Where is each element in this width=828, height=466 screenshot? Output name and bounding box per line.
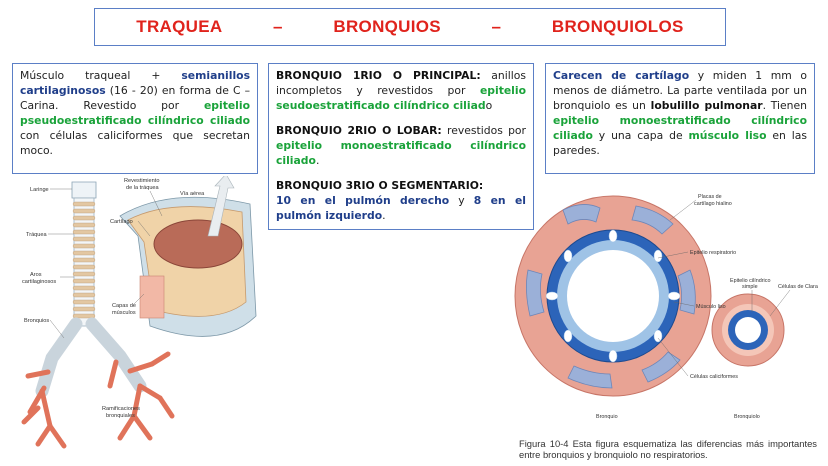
title-bronquiolos: BRONQUIOLOS [551, 17, 684, 36]
title-dash-2: – [491, 17, 502, 36]
bronchi-lobar-label: BRONQUIO 2RIO O LOBAR: [276, 124, 442, 137]
bronchi-segmental-label: BRONQUIO 3RIO O SEGMENTARIO: [276, 179, 484, 192]
figure-caption: Figura 10-4 Esta figura esquematiza las diferencias más importantes entre bronquios y bronquiolo no respiratorios. [519, 438, 817, 460]
bronchi-lobar-text: revestidos por [441, 124, 526, 137]
bronchiole-text-2: y miden 1 mm o menos de diámetro. La parte ventilada por un bronquiolo es un [553, 69, 808, 112]
trachea-text-5: con células caliciformes que secretan moco. [20, 129, 250, 157]
label-clara: Células de Clara [778, 284, 818, 290]
bronchi-primary-epithelium: epitelio seudoestratificado cilíndrico ciliad [276, 84, 526, 112]
label-bronquios: Bronquios [24, 318, 50, 324]
bronchi-segmental-paragraph [276, 178, 526, 223]
label-capas: Capas de [112, 303, 136, 309]
label-capas-2: músculos [112, 310, 136, 316]
label-via-aerea: Vía aérea [180, 191, 205, 197]
bronchi-lobar-epithelium: epitelio monoestratificado cilíndrico ciliado [276, 139, 526, 167]
bronchiole-text-8: en las paredes. [553, 129, 808, 157]
bronchiole-text-3: lobulillo pulmonar [650, 99, 763, 112]
label-placas: Placas de [698, 194, 722, 200]
title-bronquios: BRONQUIOS [333, 17, 441, 36]
label-musculo: Músculo liso [696, 304, 726, 310]
label-epitelio-cil-2: simple [742, 284, 758, 290]
label-aros-2: cartilaginosos [22, 279, 57, 285]
larynx-shape [72, 182, 96, 198]
bronchi-segmental-end: . [382, 209, 386, 222]
bronchi-primary-text: anillos incompletos y revestidos por [276, 69, 526, 97]
label-bronquiolo: Bronquiolo [734, 414, 760, 420]
title-bar [94, 8, 726, 46]
bronchiole-lumen [735, 317, 761, 343]
bronchiole-text-1: Carecen de cartílago [553, 69, 690, 82]
label-laringe: Laringe [30, 187, 49, 193]
title-dash-1: – [273, 17, 283, 36]
label-epitelio-cil: Epitelio cilíndrico [730, 278, 771, 284]
label-aros: Aros [30, 272, 42, 278]
trachea-text-4: epitelio pseudoestratificado cilíndrico ciliado [20, 99, 250, 127]
bronchi-segmental-left: 8 en el pulmón izquierdo [276, 194, 526, 222]
label-caliciformes: Células caliciformes [690, 374, 738, 380]
trachea-text-1: Músculo traqueal + [20, 69, 182, 82]
bronchiole-text-6: y una capa de [592, 129, 689, 142]
label-traquea: Tráquea [26, 232, 47, 238]
bronchus-lumen [567, 250, 659, 342]
bronchiole-text-7: músculo liso [688, 129, 767, 142]
trachea-lumen [154, 220, 242, 268]
bronchi-primary-paragraph [276, 68, 526, 113]
label-ramificaciones: Ramificaciones [102, 406, 140, 412]
trachea-text-box [12, 63, 258, 174]
right-main-bronchus [92, 324, 140, 386]
label-epitelio-resp: Epitelio respiratorio [690, 250, 737, 256]
label-revestimiento-2: de la tráquea [126, 185, 159, 191]
bronchiole-text-4: . Tienen [762, 99, 807, 112]
cartilage-rings [73, 202, 95, 318]
label-bronquio: Bronquio [596, 414, 618, 420]
title-traquea: TRAQUEA [136, 17, 223, 36]
label-placas-2: cartílago hialino [694, 201, 732, 207]
bronchi-segmental-right: 10 en el pulmón derecho [276, 194, 450, 207]
bronchi-segmental-and: y [449, 194, 474, 207]
trachea-illustration [20, 176, 275, 464]
muscle-layer [140, 276, 164, 318]
trachea-text-2: semianillos cartilaginosos [20, 69, 250, 97]
bronchi-lobar-end: . [315, 154, 320, 167]
left-main-bronchus [42, 324, 76, 391]
bronchiole-text-box [545, 63, 815, 174]
label-cartilago: Cartílago [110, 219, 133, 225]
label-ramificaciones-2: bronquiales [106, 413, 135, 419]
label-revestimiento: Revestimiento [124, 178, 160, 184]
bronchi-primary-end: o [485, 99, 493, 112]
bronchi-lobar-paragraph [276, 123, 526, 168]
bronchiole-text-5: epitelio monoestratificado cilíndrico ciliado [553, 114, 807, 142]
bronchus-bronchiole-illustration [508, 178, 820, 434]
bronchi-text-box [268, 63, 534, 230]
trachea-text-3: (16 - 20) en forma de C – Carina. Revestido por [20, 84, 250, 112]
bronchi-primary-label: BRONQUIO 1RIO O PRINCIPAL: [276, 69, 481, 82]
